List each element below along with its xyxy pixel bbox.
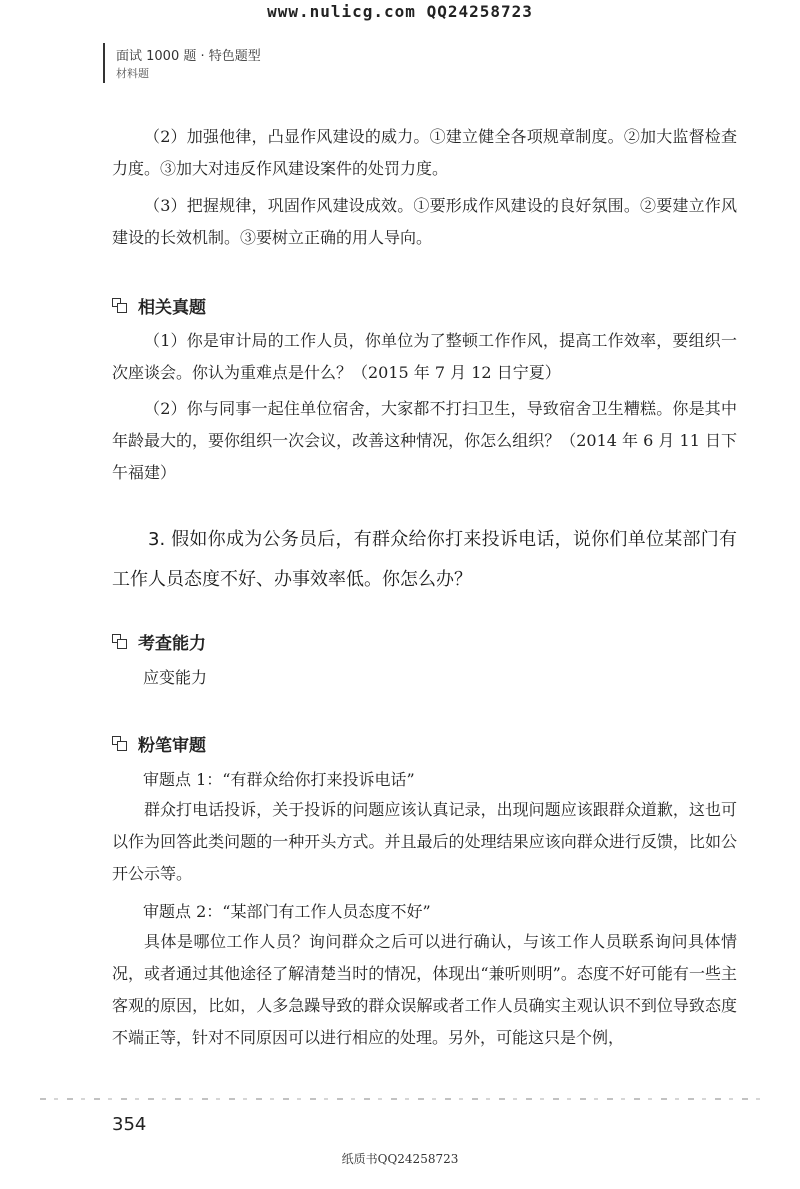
page-number: 354 (112, 1114, 147, 1135)
related-question-2: （2）你与同事一起住单位宿舍，大家都不打扫卫生，导致宿舍卫生糟糕。你是其中年龄最大的，要你组织一次会议，改善这种情况，你怎么组织？（2014 年 6 月 11 日下午福建） (112, 399, 737, 482)
scan-noise-line (40, 1098, 760, 1100)
paragraph-2: （2）加强他律，凸显作风建设的威力。①建立健全各项规章制度。②加大监督检查力度。③加大对违反作风建设案件的处罚力度。 (112, 127, 737, 178)
related-section-heading (112, 293, 206, 317)
section-icon (112, 634, 126, 648)
footer-watermark: 纸质书QQ24258723 (341, 1152, 459, 1166)
running-header-subtitle: 材料题 (116, 67, 149, 80)
analysis-section-heading (112, 731, 206, 755)
analysis-paragraph-1: 群众打电话投诉，关于投诉的问题应该认真记录，出现问题应该跟群众道歉，这也可以作为回答此类问题的一种开头方式。并且最后的处理结果应该向群众进行反馈，比如公开公示等。 (112, 800, 737, 883)
section-icon (112, 736, 126, 750)
top-watermark: www.nulicg.com QQ24258723 (267, 2, 533, 21)
related-title: 相关真题 (138, 297, 206, 318)
question-3: 3. 假如你成为公务员后，有群众给你打来投诉电话，说你们单位某部门有工作人员态度不好、办事效率低。你怎么办？ (112, 529, 737, 590)
section-icon (112, 298, 126, 312)
analysis-paragraph-2: 具体是哪位工作人员？询问群众之后可以进行确认，与该工作人员联系询问具体情况，或者通过其他途径了解清楚当时的情况，体现出“兼听则明”。态度不好可能有一些主客观的原因，比如，人多急躁导致的群众误解或者工作人员确实主观认识不到位导致态度不端正等，针对不同原因可以进行相应的处理。另外，可能这只是个例， (112, 932, 737, 1047)
review-point-2: 审题点 2：“某部门有工作人员态度不好” (143, 902, 431, 921)
paragraph-3: （3）把握规律，巩固作风建设成效。①要形成作风建设的良好氛围。②要建立作风建设的长效机制。③要树立正确的用人导向。 (112, 196, 737, 247)
running-header-title: 面试 1000 题 · 特色题型 (116, 49, 261, 64)
ability-section-heading (112, 629, 206, 653)
ability-value: 应变能力 (143, 668, 208, 687)
review-point-1: 审题点 1：“有群众给你打来投诉电话” (143, 770, 415, 789)
ability-title: 考查能力 (138, 633, 206, 654)
related-question-1: （1）你是审计局的工作人员，你单位为了整顿工作作风，提高工作效率，要组织一次座谈会。你认为重难点是什么？（2015 年 7 月 12 日宁夏） (112, 331, 737, 382)
header-divider (103, 43, 105, 83)
analysis-title: 粉笔审题 (138, 735, 206, 756)
